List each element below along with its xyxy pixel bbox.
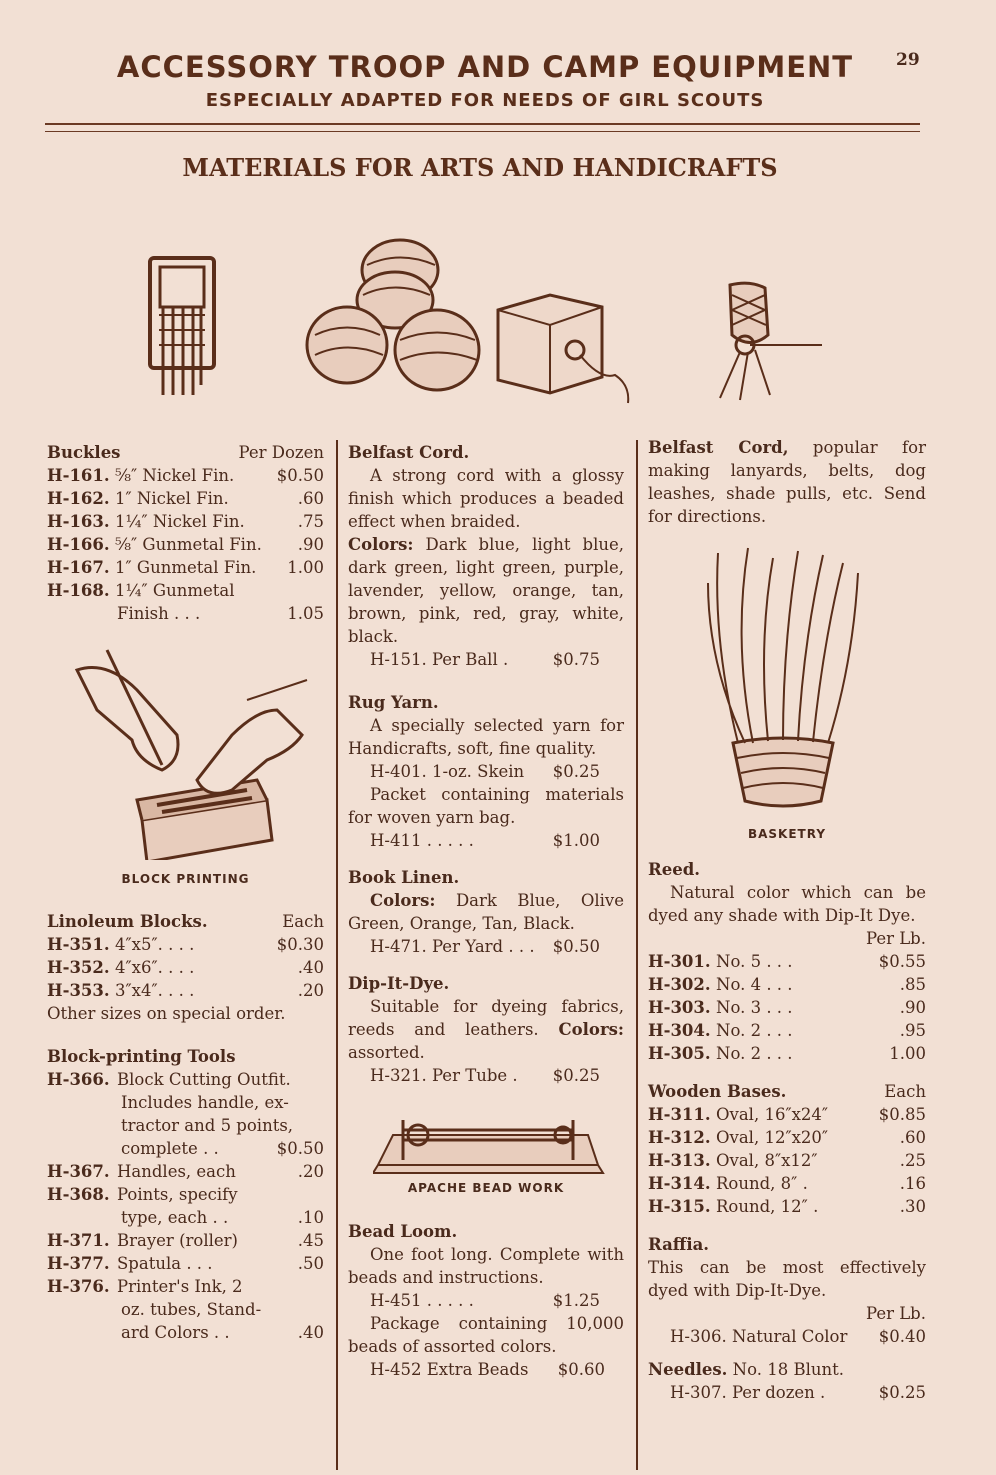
item-label [47, 956, 194, 979]
list-item [648, 996, 926, 1019]
item-code: H-168. [47, 581, 110, 600]
reed-unit: Per Lb. [865, 929, 926, 948]
item-price: $0.50 [552, 937, 600, 956]
item-label [648, 1042, 793, 1065]
item-code: H-368. [47, 1185, 110, 1204]
item-code: H-166. [47, 535, 110, 554]
colors-list: Dark blue, light blue, dark green, light green, purple, lavender, yellow, orange, tan, brown, pink, red, gray, white, black. [348, 535, 624, 646]
buckles-header [47, 441, 324, 464]
item-description: Oval, 16″x24″ [716, 1105, 829, 1124]
item-label [47, 1206, 228, 1229]
item-price: 1.00 [287, 558, 324, 577]
list-item [47, 602, 324, 625]
item-description: ⅝″ Gunmetal Fin. [115, 535, 262, 554]
list-item [47, 1275, 324, 1344]
item-price: .16 [899, 1174, 926, 1193]
list-item [648, 1149, 926, 1172]
item-code: H-162. [47, 489, 110, 508]
colors-label: Colors: [370, 891, 436, 910]
item-label [47, 464, 234, 487]
dye-heading: Dip-It-Dye. [348, 974, 450, 993]
item-price: .20 [297, 1162, 324, 1181]
item-price: .40 [297, 958, 324, 977]
item-code: H-314. [648, 1174, 711, 1193]
list-item [648, 950, 926, 973]
list-item [47, 510, 324, 533]
item-label [648, 1149, 818, 1172]
item-code: H-302. [648, 975, 711, 994]
basketry-caption: BASKETRY [747, 827, 827, 841]
list-item [648, 1019, 926, 1042]
raffia-unit: Per Lb. [865, 1304, 926, 1323]
list-item [47, 1183, 324, 1229]
item-description: complete . . [121, 1139, 219, 1158]
cord-balls-illustration [305, 225, 485, 400]
raffia-description: This can be most effectively dyed with Dip-It-Dye. [648, 1258, 926, 1300]
item-price: .40 [297, 1323, 324, 1342]
item-last-line [47, 1321, 324, 1344]
tools-heading: Block-printing Tools [47, 1047, 236, 1066]
item-code: H-301. [648, 952, 711, 971]
bead-loom-illustration [348, 1105, 624, 1175]
linoleum-list [47, 933, 324, 1002]
item-code: H-321. Per Tube . [370, 1066, 518, 1085]
item-code: H-352. [47, 958, 110, 977]
item-price: $0.25 [552, 1066, 600, 1085]
basket-illustration [648, 543, 926, 813]
list-item [47, 1229, 324, 1252]
item-last-line [47, 1206, 324, 1229]
item-code: H-312. [648, 1128, 711, 1147]
item-code: H-311. [648, 1105, 711, 1124]
item-label [47, 1321, 230, 1344]
belfast-description: A strong cord with a glossy finish which produces a beaded effect when braided. [348, 466, 624, 531]
item-last-line [47, 1137, 324, 1160]
item-price: .95 [899, 1021, 926, 1040]
list-item [47, 979, 324, 1002]
bases-heading: Wooden Bases. [648, 1082, 787, 1101]
braided-lanyard-illustration [710, 280, 830, 405]
buckle-illustration [145, 255, 220, 400]
list-item [47, 579, 324, 602]
item-label [47, 979, 194, 1002]
item-label [648, 1019, 793, 1042]
item-description: No. 2 . . . [716, 1044, 793, 1063]
item-code: H-151. Per Ball . [370, 650, 509, 669]
linoleum-header [47, 910, 324, 933]
item-code: H-351. [47, 935, 110, 954]
item-code: H-411 . . . . . [370, 831, 474, 850]
buckle-list [47, 464, 324, 602]
item-code: H-376. [47, 1277, 110, 1296]
price-line [648, 1381, 926, 1404]
item-description: 1¼″ Nickel Fin. [115, 512, 245, 531]
bases-unit: Each [884, 1082, 926, 1101]
linen-heading: Book Linen. [348, 868, 460, 887]
item-description: 1″ Gunmetal Fin. [115, 558, 257, 577]
item-code: H-401. 1-oz. Skein [370, 762, 525, 781]
list-item [648, 1103, 926, 1126]
item-price: .45 [297, 1231, 324, 1250]
header-rule [45, 123, 920, 125]
list-item [47, 1160, 324, 1183]
item-description: No. 3 . . . [716, 998, 793, 1017]
item-line [47, 1068, 324, 1091]
belfast-colors [348, 533, 624, 648]
colors-label: Colors: [558, 1020, 625, 1039]
price-line [348, 648, 600, 671]
list-item [648, 1172, 926, 1195]
needles-heading: Needles. [648, 1360, 728, 1379]
item-description: Round, 8″ . [716, 1174, 808, 1193]
item-price: .25 [899, 1151, 926, 1170]
item-code: H-371. [47, 1231, 110, 1250]
item-price: 1.00 [889, 1044, 926, 1063]
header-rule-thin [45, 131, 920, 132]
list-item [648, 1195, 926, 1218]
item-price: $1.00 [552, 831, 600, 850]
item-label [47, 1160, 236, 1183]
reed-description: Natural color which can be dyed any shade with Dip-It Dye. [648, 883, 926, 925]
list-item [47, 533, 324, 556]
item-price: $0.40 [878, 1327, 926, 1346]
belfast-note [648, 436, 926, 528]
loom-description: One foot long. Complete with beads and instructions. [348, 1245, 624, 1287]
item-description: No. 5 . . . [716, 952, 793, 971]
item-code: H-303. [648, 998, 711, 1017]
item-description: Brayer (roller) [117, 1231, 238, 1250]
item-description: Oval, 12″x20″ [716, 1128, 829, 1147]
item-price: .20 [297, 981, 324, 1000]
colors-list: assorted. [348, 1043, 425, 1062]
loom-package-description: Package containing 10,000 beads of assorted colors. [348, 1314, 624, 1356]
linoleum-heading: Linoleum Blocks. [47, 912, 208, 931]
item-price: .30 [899, 1197, 926, 1216]
list-item [47, 464, 324, 487]
item-code: H-307. Per dozen . [670, 1383, 826, 1402]
item-code: H-167. [47, 558, 110, 577]
item-price: $0.55 [878, 952, 926, 971]
linoleum-note: Other sizes on special order. [47, 1004, 286, 1023]
page-subheading: ESPECIALLY ADAPTED FOR NEEDS OF GIRL SCOUTS [205, 90, 765, 111]
price-line [348, 1064, 600, 1087]
buckles-heading: Buckles [47, 443, 121, 462]
item-description: 1¼″ Gunmetal [115, 581, 235, 600]
rug-heading: Rug Yarn. [348, 693, 439, 712]
dye-text: Suitable for dyeing fabrics, reeds and leathers. [348, 997, 624, 1039]
item-description: type, each . . [121, 1208, 229, 1227]
item-price: .50 [297, 1254, 324, 1273]
item-description: ⅝″ Nickel Fin. [115, 466, 235, 485]
item-description: Printer's Ink, 2 [117, 1277, 243, 1296]
list-item [47, 956, 324, 979]
item-description: Spatula . . . [117, 1254, 213, 1273]
colors-label: Colors: [348, 535, 414, 554]
item-price: 1.05 [287, 604, 324, 623]
item-line [47, 1114, 324, 1137]
item-label [648, 996, 793, 1019]
item-line [47, 1183, 324, 1206]
item-description: Finish . . . [117, 604, 201, 623]
list-item [47, 1068, 324, 1160]
belfast-note-heading: Belfast Cord, [648, 438, 789, 457]
block-printing-caption: BLOCK PRINTING [121, 872, 250, 886]
price-line [648, 1325, 926, 1348]
item-code: H-306. Natural Color [670, 1327, 848, 1346]
item-line [47, 1298, 324, 1321]
list-item [648, 1042, 926, 1065]
colors-list: Dark Blue, Olive Green, Orange, Tan, Black. [348, 891, 624, 933]
item-description: Includes handle, ex- [121, 1093, 289, 1112]
belfast-heading: Belfast Cord. [348, 443, 470, 462]
item-description: 4″x6″. . . . [115, 958, 195, 977]
needles-line [648, 1358, 926, 1381]
item-description: oz. tubes, Stand- [121, 1300, 262, 1319]
item-description: ard Colors . . [121, 1323, 230, 1342]
item-label [47, 1252, 213, 1275]
item-line [47, 1275, 324, 1298]
item-label [648, 1172, 808, 1195]
price-line [348, 1358, 605, 1381]
item-line [47, 1091, 324, 1114]
item-price: $1.25 [552, 1291, 600, 1310]
raffia-heading: Raffia. [648, 1235, 710, 1254]
column-divider [336, 440, 338, 1470]
item-last-line [47, 1229, 324, 1252]
item-description: tractor and 5 points, [121, 1116, 294, 1135]
page-number: 29 [896, 50, 920, 70]
item-label [648, 950, 793, 973]
item-code: H-353. [47, 981, 110, 1000]
needles-desc: No. 18 Blunt. [732, 1360, 845, 1379]
item-label [47, 933, 194, 956]
item-price: $0.25 [552, 762, 600, 781]
block-printing-illustration [47, 640, 324, 860]
linoleum-unit: Each [282, 912, 324, 931]
apache-caption: APACHE BEAD WORK [407, 1181, 565, 1195]
item-label [648, 973, 793, 996]
bases-header [648, 1080, 926, 1103]
item-label [47, 1229, 238, 1252]
item-price: $0.60 [557, 1360, 605, 1379]
item-label [47, 579, 235, 602]
reed-heading: Reed. [648, 860, 700, 879]
item-price: .85 [899, 975, 926, 994]
price-line [348, 1289, 600, 1312]
item-label [47, 533, 262, 556]
list-item [47, 487, 324, 510]
buckles-unit: Per Dozen [238, 443, 324, 462]
item-label [47, 487, 229, 510]
item-price: .75 [297, 512, 324, 531]
item-label [648, 1195, 818, 1218]
item-code: H-451 . . . . . [370, 1291, 474, 1310]
page-heading: ACCESSORY TROOP AND CAMP EQUIPMENT [116, 50, 854, 84]
rug-description: A specially selected yarn for Handicrafts, soft, fine quality. [348, 716, 624, 758]
price-line [348, 829, 600, 852]
item-code: H-313. [648, 1151, 711, 1170]
bases-list [648, 1103, 926, 1218]
list-item [47, 556, 324, 579]
loom-heading: Bead Loom. [348, 1222, 458, 1241]
item-description: Round, 12″ . [716, 1197, 819, 1216]
item-last-line [47, 1160, 324, 1183]
item-price: .10 [297, 1208, 324, 1227]
item-code: H-377. [47, 1254, 110, 1273]
item-description: 1″ Nickel Fin. [115, 489, 229, 508]
cord-box-illustration [490, 285, 640, 410]
item-code: H-366. [47, 1070, 110, 1089]
item-code: H-161. [47, 466, 110, 485]
item-description: Points, specify [117, 1185, 238, 1204]
section-title: MATERIALS FOR ARTS AND HANDICRAFTS [182, 153, 778, 182]
item-price: $0.85 [878, 1105, 926, 1124]
item-price: $0.25 [878, 1383, 926, 1402]
column-divider [636, 440, 638, 1470]
item-description: Handles, each [117, 1162, 236, 1181]
price-line [348, 760, 600, 783]
item-label [648, 1103, 828, 1126]
reed-list [648, 950, 926, 1065]
item-label [648, 1126, 828, 1149]
item-description: No. 4 . . . [716, 975, 793, 994]
item-description: Block Cutting Outfit. [117, 1070, 291, 1089]
item-price: .60 [899, 1128, 926, 1147]
item-label [47, 1137, 219, 1160]
item-price: $0.50 [276, 1139, 324, 1158]
item-price: .60 [297, 489, 324, 508]
item-label [47, 556, 256, 579]
item-code: H-367. [47, 1162, 110, 1181]
item-price: $0.75 [552, 650, 600, 669]
rug-packet-description: Packet containing materials for woven yarn bag. [348, 785, 624, 827]
item-code: H-163. [47, 512, 110, 531]
list-item [648, 1126, 926, 1149]
item-price: .90 [297, 535, 324, 554]
column-middle [348, 441, 624, 1381]
item-price: .90 [899, 998, 926, 1017]
item-last-line [47, 1252, 324, 1275]
linen-colors [348, 889, 624, 935]
item-label [47, 510, 245, 533]
item-price: $0.50 [276, 466, 324, 485]
item-description: 4″x5″. . . . [115, 935, 195, 954]
list-item [47, 933, 324, 956]
item-description: Oval, 8″x12″ [716, 1151, 818, 1170]
column-right [648, 436, 926, 1404]
item-code: H-304. [648, 1021, 711, 1040]
column-left [47, 441, 324, 1344]
item-description: 3″x4″. . . . [115, 981, 195, 1000]
item-description: No. 2 . . . [716, 1021, 793, 1040]
belfast-note-text: popular for making lanyards, belts, dog leashes, shade pulls, etc. Send for directions. [648, 438, 926, 526]
list-item [47, 1252, 324, 1275]
item-price: $0.30 [276, 935, 324, 954]
item-code: H-315. [648, 1197, 711, 1216]
item-code: H-305. [648, 1044, 711, 1063]
tools-list [47, 1068, 324, 1344]
item-code: H-471. Per Yard . . . [370, 937, 535, 956]
dye-description [348, 995, 624, 1064]
item-code: H-452 Extra Beads [370, 1360, 529, 1379]
price-line [348, 935, 600, 958]
list-item [648, 973, 926, 996]
